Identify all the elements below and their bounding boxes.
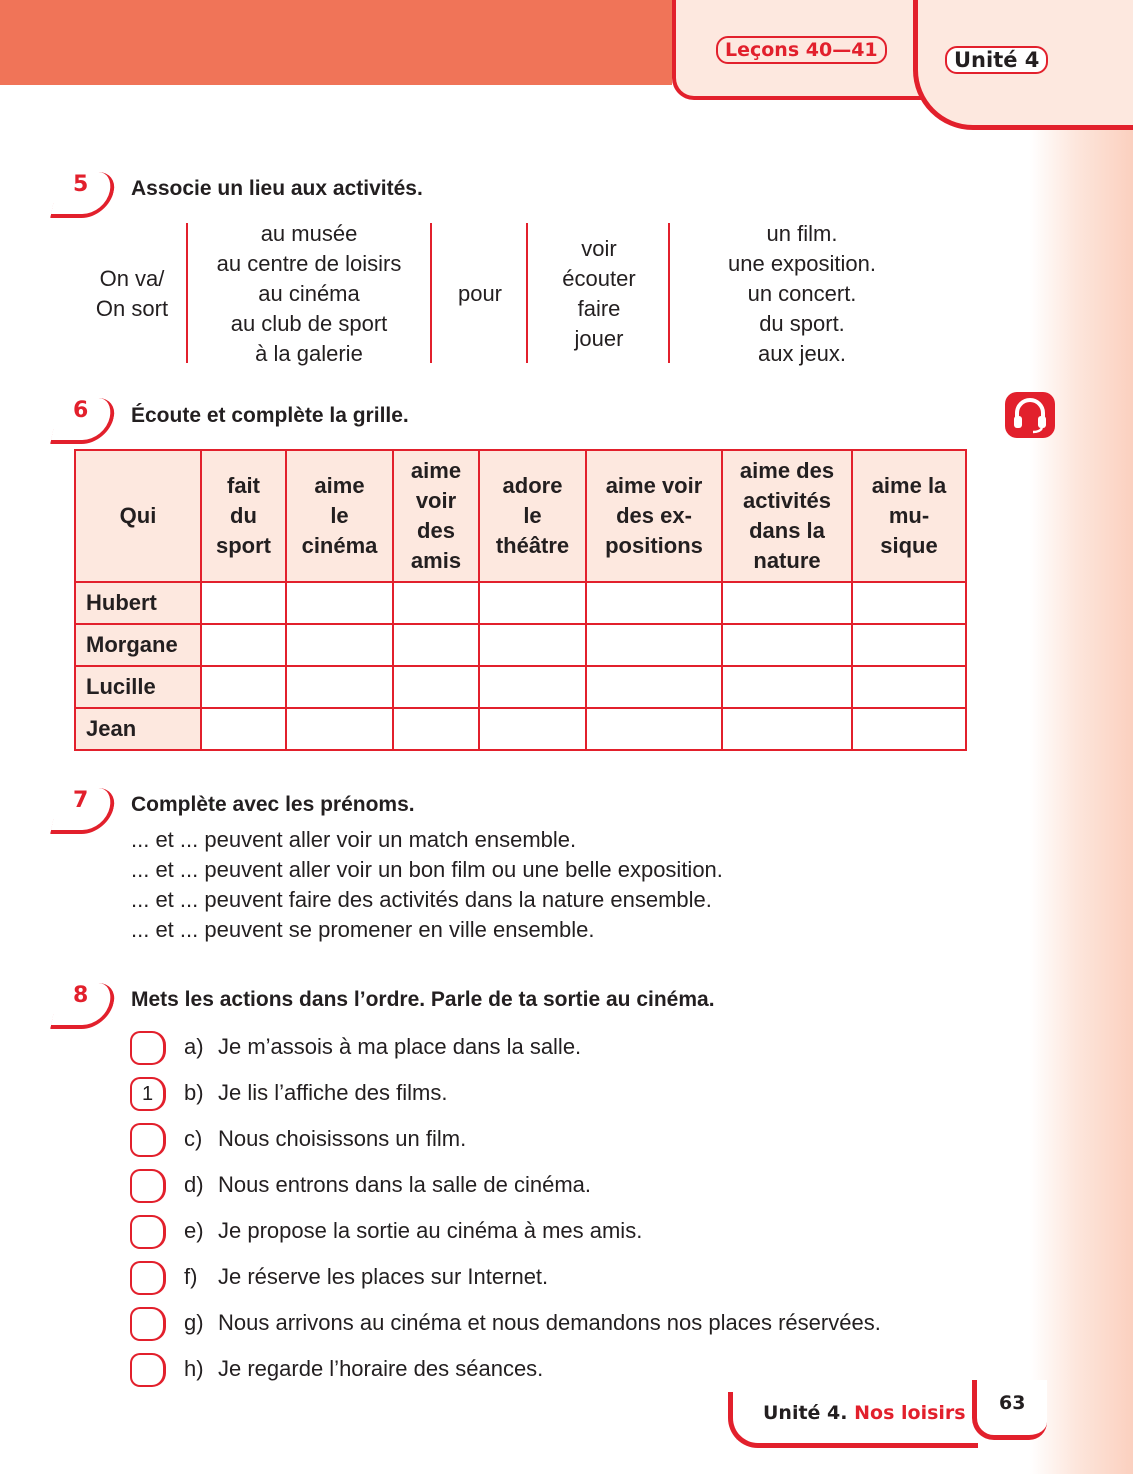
- order-box[interactable]: [130, 1353, 166, 1387]
- order-box[interactable]: [130, 1215, 166, 1249]
- header-band: [0, 0, 672, 85]
- row-name: Morgane: [75, 624, 201, 666]
- list-item: g) Nous arrivons au cinéma et nous demandons nos places réservées.: [184, 1310, 881, 1335]
- exercise-number: 7: [55, 788, 115, 838]
- grid-header-row: [75, 450, 966, 582]
- order-box[interactable]: [130, 1307, 166, 1341]
- list-item: b) Je lis l’affiche des films.: [184, 1080, 448, 1105]
- answer-cell[interactable]: [722, 624, 852, 666]
- table-row: [75, 624, 966, 666]
- exercise-number: 6: [55, 398, 115, 448]
- answer-cell[interactable]: [201, 582, 286, 624]
- divider: [186, 223, 188, 363]
- grid-header-cell: aime voir des amis: [393, 450, 479, 582]
- exercise-number: 8: [55, 983, 115, 1033]
- order-box[interactable]: [130, 1123, 166, 1157]
- answer-cell[interactable]: [286, 708, 393, 750]
- row-name: Lucille: [75, 666, 201, 708]
- exercise-title: Mets les actions dans l’ordre. Parle de ta sortie au cinéma.: [131, 988, 715, 1011]
- answer-cell[interactable]: [286, 624, 393, 666]
- exercise-title: Écoute et complète la grille.: [131, 404, 409, 427]
- divider: [430, 223, 432, 363]
- grid-header-cell: aime la mu- sique: [852, 450, 966, 582]
- places-column: au musée au centre de loisirs au cinéma au club de sport à la galerie: [216, 221, 402, 366]
- exercise-title: Associe un lieu aux activités.: [131, 177, 423, 200]
- answer-cell[interactable]: [586, 666, 722, 708]
- order-box[interactable]: 1: [130, 1077, 166, 1111]
- subject-column: On va/ On sort: [95, 266, 169, 321]
- answer-cell[interactable]: [722, 582, 852, 624]
- answer-cell[interactable]: [393, 708, 479, 750]
- answer-cell[interactable]: [722, 666, 852, 708]
- unit-label: Unité 4: [945, 46, 1048, 74]
- answer-cell[interactable]: [393, 666, 479, 708]
- sentence-line: ... et ... peuvent aller voir un bon film ou une belle exposition.: [131, 857, 723, 882]
- answer-cell[interactable]: [201, 708, 286, 750]
- answer-cell[interactable]: [722, 708, 852, 750]
- table-row: [75, 582, 966, 624]
- side-gradient-strip: [1030, 0, 1133, 1474]
- answer-cell[interactable]: [286, 666, 393, 708]
- grid-header-cell: aime le cinéma: [286, 450, 393, 582]
- answer-cell[interactable]: [479, 624, 586, 666]
- page-number: 63: [999, 1392, 1026, 1414]
- answer-cell[interactable]: [852, 666, 966, 708]
- list-item: h) Je regarde l’horaire des séances.: [184, 1356, 544, 1381]
- listening-grid: [74, 449, 967, 751]
- divider: [668, 223, 670, 363]
- answer-cell[interactable]: [201, 666, 286, 708]
- footer-unit-title: Unité 4. Nos loisirs: [763, 1402, 966, 1424]
- grid-header-cell: aime voir des ex- positions: [586, 450, 722, 582]
- answer-cell[interactable]: [586, 624, 722, 666]
- grid-header-cell: fait du sport: [201, 450, 286, 582]
- answer-cell[interactable]: [286, 582, 393, 624]
- answer-cell[interactable]: [393, 624, 479, 666]
- order-box[interactable]: [130, 1169, 166, 1203]
- list-item: d) Nous entrons dans la salle de cinéma.: [184, 1172, 591, 1197]
- objects-column: un film. une exposition. un concert. du sport. aux jeux.: [728, 221, 876, 366]
- answer-cell[interactable]: [479, 666, 586, 708]
- connector-word: pour: [457, 281, 503, 306]
- answer-cell[interactable]: [852, 708, 966, 750]
- table-row: [75, 708, 966, 750]
- list-item: e) Je propose la sortie au cinéma à mes amis.: [184, 1218, 643, 1243]
- sentence-line: ... et ... peuvent se promener en ville ensemble.: [131, 917, 595, 942]
- headphones-icon[interactable]: [1005, 392, 1055, 438]
- sentence-line: ... et ... peuvent faire des activités dans la nature ensemble.: [131, 887, 712, 912]
- list-item: f) Je réserve les places sur Internet.: [184, 1264, 549, 1289]
- exercise-title: Complète avec les prénoms.: [131, 793, 415, 816]
- exercise-number: 5: [55, 172, 115, 222]
- table-row: [75, 666, 966, 708]
- sentence-line: ... et ... peuvent aller voir un match ensemble.: [131, 827, 577, 852]
- answer-cell[interactable]: [852, 582, 966, 624]
- answer-cell[interactable]: [479, 582, 586, 624]
- grid-header-cell: aime des activités dans la nature: [722, 450, 852, 582]
- divider: [526, 223, 528, 363]
- order-box[interactable]: [130, 1261, 166, 1295]
- grid-header-cell: Qui: [75, 450, 201, 582]
- grid-header-cell: adore le théâtre: [479, 450, 586, 582]
- answer-cell[interactable]: [586, 582, 722, 624]
- order-box[interactable]: [130, 1031, 166, 1065]
- verbs-column: voir écouter faire jouer: [562, 236, 636, 351]
- answer-cell[interactable]: [201, 624, 286, 666]
- list-item: a) Je m’assois à ma place dans la salle.: [184, 1034, 582, 1059]
- row-name: Hubert: [75, 582, 201, 624]
- answer-cell[interactable]: [586, 708, 722, 750]
- row-name: Jean: [75, 708, 201, 750]
- answer-cell[interactable]: [479, 708, 586, 750]
- answer-cell[interactable]: [852, 624, 966, 666]
- list-item: c) Nous choisissons un film.: [184, 1126, 467, 1151]
- lessons-label: Leçons 40—41: [716, 36, 887, 64]
- answer-cell[interactable]: [393, 582, 479, 624]
